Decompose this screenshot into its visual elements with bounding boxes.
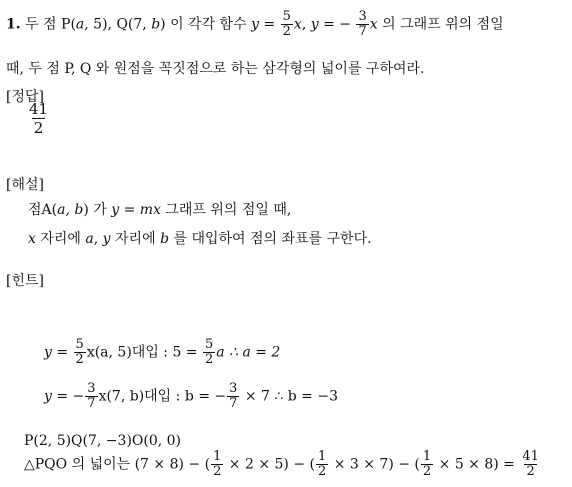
numerator: 1	[422, 449, 432, 464]
eq-text: △PQO 의 넓이는 (7 × 8) − (	[24, 456, 211, 473]
expl-text: ) 가	[83, 202, 112, 218]
expl-text: 그래프 위의 점일 때,	[160, 202, 292, 218]
result-fraction	[520, 450, 541, 479]
numerator: 3	[87, 381, 96, 396]
denominator: 2	[317, 464, 327, 479]
eq-text: × 5 × 8) =	[434, 456, 520, 473]
var-b: b	[151, 16, 161, 33]
var-y: y	[251, 16, 259, 33]
explanation-line-2	[28, 230, 372, 248]
fraction	[203, 338, 215, 367]
denominator: 2	[205, 352, 214, 367]
hint-equation-2	[44, 382, 338, 411]
fraction	[227, 382, 239, 411]
problem-line-1	[6, 10, 504, 39]
var-a: a	[85, 231, 94, 247]
hint-label: [힌트]	[6, 273, 44, 289]
answer-numerator: 41	[29, 100, 49, 118]
problem-number: 1.	[6, 16, 21, 33]
hint-equation-1	[44, 338, 280, 367]
eq-text: x(7, b)대입 : b = −	[98, 388, 227, 405]
hint-points: P(2, 5)Q(7, −3)O(0, 0)	[24, 433, 182, 449]
var-x: x	[28, 231, 36, 247]
problem-line-2: 때, 두 점 P, Q 와 원점을 꼭짓점으로 하는 삼각형의 넓이를 구하여라.	[6, 61, 425, 77]
expl-text: 점A(	[28, 202, 58, 218]
answer-fraction	[26, 100, 51, 137]
explanation-line-1	[28, 201, 291, 219]
fraction	[421, 450, 433, 479]
answer-label: [정답]	[6, 89, 44, 105]
problem-text: 두 점 P(	[25, 16, 76, 33]
fraction-3-7	[356, 10, 368, 39]
denominator: 2	[75, 352, 84, 367]
explanation-label: [해설]	[6, 177, 44, 193]
expl-text: 자리에	[35, 231, 86, 247]
denominator: 2	[282, 24, 291, 39]
problem-text: 의 그래프 위의 점일	[377, 16, 504, 33]
expl-equation: y = mx	[111, 202, 161, 218]
fraction	[211, 450, 223, 479]
eq-text: y =	[44, 344, 73, 361]
eq-text: a ∴ a = 2	[216, 344, 281, 361]
expl-text: ,	[93, 231, 103, 247]
var-y: y	[310, 16, 319, 33]
var-a: a	[75, 16, 85, 33]
numerator: 1	[213, 449, 222, 464]
fraction	[316, 450, 328, 479]
eq-text: × 7 ∴ b = −3	[240, 388, 338, 405]
eq-text: × 2 × 5) − (	[224, 456, 315, 473]
numerator: 5	[75, 337, 84, 352]
eq-text: y = −	[44, 388, 85, 405]
answer-denominator: 2	[33, 119, 44, 137]
denominator: 2	[213, 464, 222, 479]
equals-minus: = −	[323, 16, 352, 33]
numerator: 41	[522, 449, 539, 464]
numerator: 3	[358, 9, 367, 24]
expl-vars: a, b	[57, 202, 84, 218]
numerator: 1	[317, 449, 327, 464]
numerator: 5	[282, 9, 291, 24]
comma: ,	[301, 16, 311, 33]
denominator: 7	[358, 24, 367, 39]
var-y: y	[102, 231, 111, 247]
numerator: 3	[229, 381, 238, 396]
eq-text: × 3 × 7) − (	[329, 456, 420, 473]
equals-sign: =	[263, 16, 276, 33]
fraction	[74, 338, 86, 367]
eq-text: x(a, 5)대입 : 5 =	[86, 344, 203, 361]
var-x: x	[369, 16, 378, 33]
expl-text: 자리에	[110, 231, 161, 247]
denominator: 7	[87, 396, 96, 411]
problem-text: ) 이 각각 함수	[160, 16, 252, 33]
denominator: 2	[526, 464, 535, 479]
hint-area	[24, 450, 542, 479]
fraction-5-2	[281, 10, 293, 39]
denominator: 7	[229, 396, 238, 411]
var-x: x	[293, 16, 302, 33]
denominator: 2	[422, 464, 432, 479]
expl-text: 를 대입하여 점의 좌표를 구한다.	[169, 231, 372, 247]
var-b: b	[160, 231, 170, 247]
numerator: 5	[205, 337, 214, 352]
problem-text: , 5), Q(7,	[84, 16, 152, 33]
fraction	[85, 382, 97, 411]
